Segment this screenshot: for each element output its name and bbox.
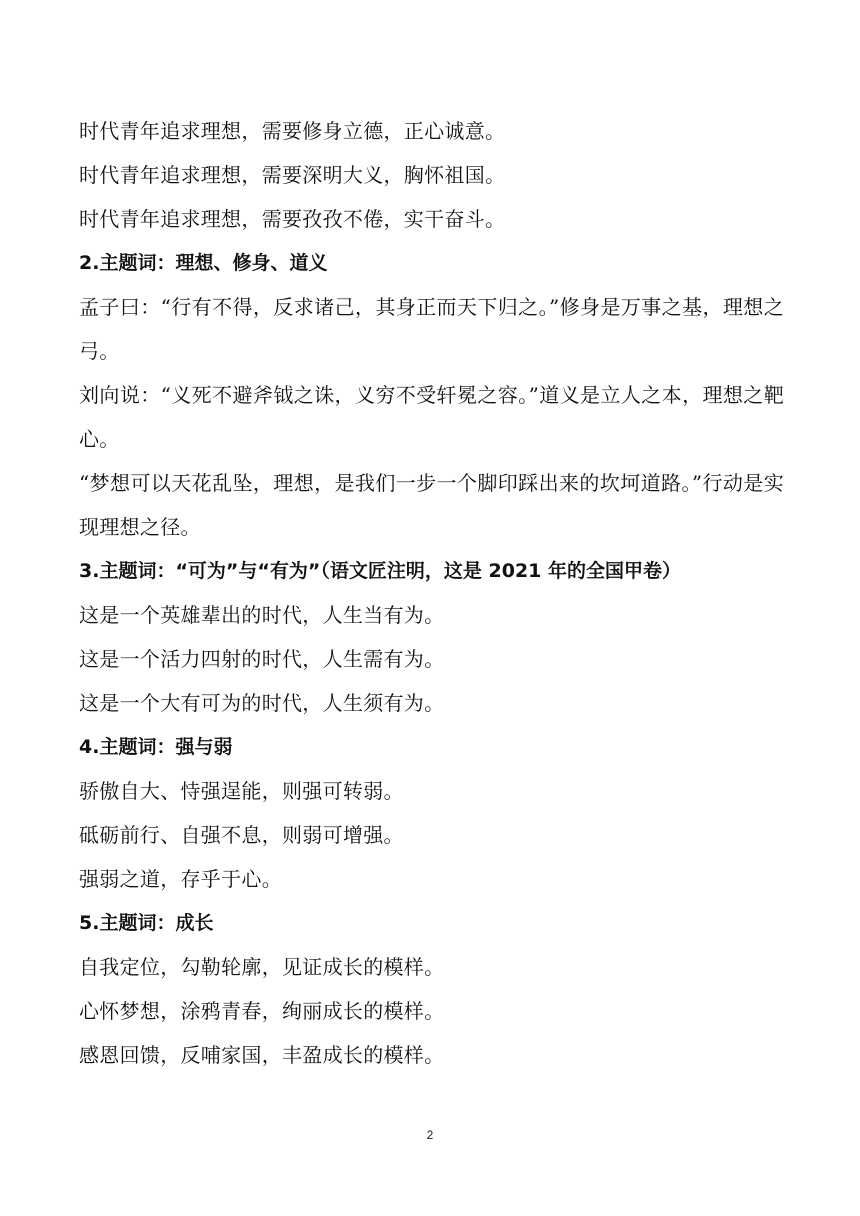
text-line: 砥砺前行、自强不息，则弱可增强。	[79, 823, 404, 847]
page-number: 2	[426, 1128, 434, 1142]
document-body	[79, 109, 784, 1077]
section-heading: 3.主题词：“可为”与“有为”（语文匠注明，这是 2021 年的全国甲卷）	[79, 560, 681, 582]
text-line: 这是一个英雄辈出的时代，人生当有为。	[79, 603, 445, 627]
paragraph: 孟子曰：“行有不得，反求诸己，其身正而天下归之。”修身是万事之基，理想之弓。	[79, 295, 784, 363]
text-line: 这是一个大有可为的时代，人生须有为。	[79, 691, 445, 715]
text-line: 这是一个活力四射的时代，人生需有为。	[79, 647, 445, 671]
text-line: 时代青年追求理想，需要孜孜不倦，实干奋斗。	[79, 207, 506, 231]
section-heading: 2.主题词：理想、修身、道义	[79, 252, 328, 274]
section-heading: 4.主题词：强与弱	[79, 736, 233, 758]
section-heading: 5.主题词：成长	[79, 912, 214, 934]
paragraph: “梦想可以天花乱坠，理想，是我们一步一个脚印踩出来的坎坷道路。”行动是实现理想之径。	[79, 471, 784, 539]
text-line: 强弱之道，存乎于心。	[79, 867, 282, 891]
text-line: 感恩回馈，反哺家国，丰盈成长的模样。	[79, 1043, 445, 1067]
text-line: 时代青年追求理想，需要深明大义，胸怀祖国。	[79, 163, 506, 187]
paragraph: 刘向说：“义死不避斧钺之诛，义穷不受轩冕之容。”道义是立人之本，理想之靶心。	[79, 383, 784, 451]
text-line: 骄傲自大、恃强逞能，则强可转弱。	[79, 779, 404, 803]
text-line: 心怀梦想，涂鸦青春，绚丽成长的模样。	[79, 999, 445, 1023]
text-line: 自我定位，勾勒轮廓，见证成长的模样。	[79, 955, 445, 979]
text-line: 时代青年追求理想，需要修身立德，正心诚意。	[79, 119, 506, 143]
